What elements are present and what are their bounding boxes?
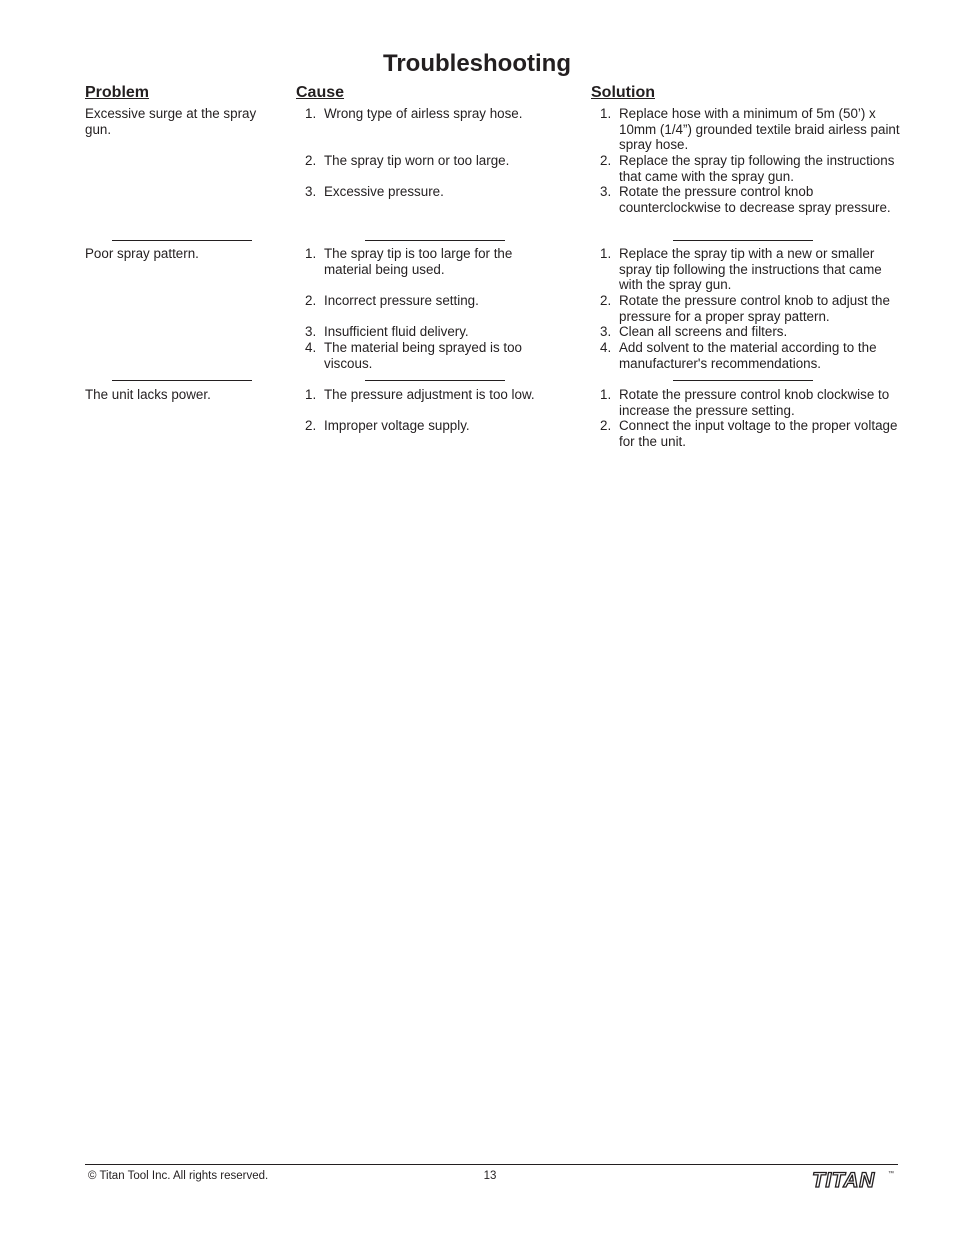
column-header-solution: Solution: [591, 84, 655, 101]
solution-number: 1.: [600, 387, 612, 402]
solution-text: Add solvent to the material according to the manufacturer's recommendations.: [619, 340, 877, 371]
problem-text: Excessive surge at the spray gun.: [85, 106, 257, 137]
solution-number: 2.: [600, 418, 612, 433]
footer-rule: [85, 1164, 898, 1165]
solution-item: [600, 324, 900, 340]
solution-text: Replace hose with a minimum of 5m (50’) x 10mm (1/4”) grounded textile braid airless paint spray hose.: [619, 106, 900, 153]
solution-text: Clean all screens and filters.: [619, 324, 788, 339]
cause-item: [305, 293, 560, 309]
solution-item: [600, 340, 900, 371]
copyright-notice: © Titan Tool Inc. All rights reserved.: [88, 1170, 269, 1182]
cause-item: [305, 324, 560, 340]
solution-number: 3.: [600, 324, 612, 339]
cause-text: Wrong type of airless spray hose.: [324, 106, 523, 121]
page-number: 13: [483, 1170, 497, 1182]
cause-text: Insufficient fluid delivery.: [324, 324, 469, 339]
cause-item: [305, 246, 560, 277]
row-divider: [673, 380, 813, 381]
cause-number: 2.: [305, 153, 317, 168]
cause-item: [305, 340, 560, 371]
solution-item: [600, 246, 900, 293]
solution-number: 3.: [600, 184, 612, 199]
solution-text: Replace the spray tip following the instructions that came with the spray gun.: [619, 153, 895, 184]
cause-number: 3.: [305, 324, 317, 339]
column-header-problem: Problem: [85, 84, 150, 101]
logo-trademark: ™: [888, 1171, 894, 1177]
cause-text: The spray tip worn or too large.: [324, 153, 510, 168]
problem-text: The unit lacks power.: [85, 387, 211, 402]
row-divider: [365, 380, 505, 381]
cause-text: The spray tip is too large for the material being used.: [324, 246, 513, 277]
row-divider: [365, 240, 505, 241]
cause-item: [305, 153, 560, 169]
solution-number: 1.: [600, 246, 612, 261]
cause-number: 2.: [305, 293, 317, 308]
cause-text: Excessive pressure.: [324, 184, 444, 199]
cause-number: 3.: [305, 184, 317, 199]
logo-wordmark: TITAN: [812, 1169, 875, 1192]
solution-number: 4.: [600, 340, 612, 355]
cause-text: Improper voltage supply.: [324, 418, 470, 433]
cause-number: 1.: [305, 246, 317, 261]
solution-text: Connect the input voltage to the proper voltage for the unit.: [619, 418, 898, 449]
solution-item: [600, 153, 900, 184]
cause-number: 1.: [305, 106, 317, 121]
solution-number: 2.: [600, 293, 612, 308]
cause-item: [305, 106, 560, 122]
titan-logo: [810, 1166, 900, 1192]
cause-text: Incorrect pressure setting.: [324, 293, 479, 308]
solution-number: 2.: [600, 153, 612, 168]
solution-item: [600, 184, 900, 215]
solution-item: [600, 387, 900, 418]
solution-text: Rotate the pressure control knob clockwise to increase the pressure setting.: [619, 387, 890, 418]
column-header-cause: Cause: [296, 84, 345, 101]
cause-number: 4.: [305, 340, 317, 355]
solution-item: [600, 293, 900, 324]
solution-text: Rotate the pressure control knob to adjust the pressure for a proper spray pattern.: [619, 293, 890, 324]
cause-text: The material being sprayed is too viscous.: [324, 340, 522, 371]
row-divider: [673, 240, 813, 241]
page-title: Troubleshooting: [383, 50, 571, 77]
cause-text: The pressure adjustment is too low.: [324, 387, 535, 402]
cause-number: 2.: [305, 418, 317, 433]
cause-item: [305, 418, 560, 434]
cause-item: [305, 387, 560, 403]
solution-item: [600, 418, 900, 449]
solution-text: Rotate the pressure control knob counterclockwise to decrease spray pressure.: [619, 184, 891, 215]
row-divider: [112, 240, 252, 241]
solution-item: [600, 106, 900, 153]
solution-number: 1.: [600, 106, 612, 121]
problem-text: Poor spray pattern.: [85, 246, 199, 261]
cause-number: 1.: [305, 387, 317, 402]
cause-item: [305, 184, 560, 200]
solution-text: Replace the spray tip with a new or smaller spray tip following the instructions that came with the spray gun.: [619, 246, 882, 293]
row-divider: [112, 380, 252, 381]
